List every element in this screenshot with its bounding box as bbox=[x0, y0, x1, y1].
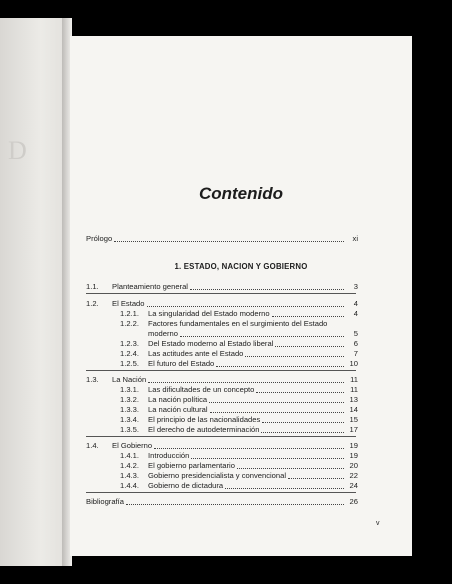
toc-entry-text: El Gobierno bbox=[112, 441, 153, 450]
toc-entry bbox=[120, 319, 358, 329]
toc-entry-number: 1.3. bbox=[86, 375, 99, 384]
toc-leader bbox=[288, 477, 344, 479]
toc-leader bbox=[190, 288, 344, 290]
toc-entry-text: La singularidad del Estado moderno bbox=[148, 309, 270, 318]
toc-leader bbox=[191, 457, 344, 459]
toc-entry-prologo bbox=[86, 234, 358, 244]
toc-entry-text: La nación cultural bbox=[148, 405, 208, 414]
toc-entry bbox=[120, 405, 358, 415]
toc-leader bbox=[261, 431, 344, 433]
toc-leader bbox=[262, 421, 344, 423]
toc-entry bbox=[120, 481, 358, 491]
toc-entry-number: 1.4.4. bbox=[120, 481, 139, 490]
toc-entry bbox=[120, 349, 358, 359]
toc-entry-text: El Estado bbox=[112, 299, 145, 308]
toc-leader bbox=[245, 355, 344, 357]
toc-entry-text: Gobierno de dictadura bbox=[148, 481, 224, 490]
toc-entry-text: moderno bbox=[148, 329, 178, 338]
toc-entry-page: 13 bbox=[349, 395, 358, 404]
toc-leader bbox=[180, 335, 344, 337]
toc-entry bbox=[120, 425, 358, 435]
toc-entry-number: 1.3.2. bbox=[120, 395, 139, 404]
toc-entry-page: 7 bbox=[353, 349, 358, 358]
toc-entry-page: 11 bbox=[350, 375, 358, 384]
toc-entry-number: 1.3.1. bbox=[120, 385, 139, 394]
toc-entry-page: 10 bbox=[349, 359, 358, 368]
toc-entry-number: 1.2.2. bbox=[120, 319, 139, 328]
section-divider bbox=[86, 293, 356, 294]
toc-entry bbox=[120, 339, 358, 349]
toc-entry-text: Introducción bbox=[148, 451, 190, 460]
toc-entry-number: 1.4.1. bbox=[120, 451, 139, 460]
toc-entry-text: La Nación bbox=[112, 375, 147, 384]
toc-entry bbox=[86, 441, 358, 451]
toc-entry-number: 1.3.4. bbox=[120, 415, 139, 424]
toc-entry-bibliografia bbox=[86, 497, 358, 507]
toc-entry-number: 1.2. bbox=[86, 299, 99, 308]
toc-entry-page: 14 bbox=[349, 405, 358, 414]
toc-entry-text: El principio de las nacionalidades bbox=[148, 415, 261, 424]
section-divider bbox=[86, 436, 356, 437]
book-page bbox=[70, 36, 412, 556]
toc-entry-text: Las actitudes ante el Estado bbox=[148, 349, 244, 358]
toc-leader bbox=[126, 503, 344, 505]
toc-entry-text: Factores fundamentales en el surgimiento del Estado bbox=[148, 319, 328, 328]
toc-leader bbox=[147, 305, 344, 307]
page-folio: v bbox=[376, 520, 380, 527]
toc-leader bbox=[237, 467, 344, 469]
toc-entry-page: xi bbox=[352, 234, 358, 243]
page-title: Contenido bbox=[198, 184, 284, 203]
toc-entry bbox=[86, 375, 358, 385]
toc-entry bbox=[86, 299, 358, 309]
toc-entry-page: 26 bbox=[349, 497, 358, 506]
toc-entry bbox=[120, 359, 358, 369]
toc-entry-text: Gobierno presidencialista y convencional bbox=[148, 471, 287, 480]
toc-entry-text: Planteamiento general bbox=[112, 282, 188, 291]
toc-entry-text: El futuro del Estado bbox=[148, 359, 215, 368]
toc-entry-continuation bbox=[148, 329, 358, 339]
toc-entry-page: 17 bbox=[349, 425, 358, 434]
toc-entry bbox=[120, 415, 358, 425]
toc-entry-number: 1.3.5. bbox=[120, 425, 139, 434]
toc-entry-number: 1.3.3. bbox=[120, 405, 139, 414]
toc-leader bbox=[114, 240, 344, 242]
toc-entry-text: Prólogo bbox=[86, 234, 113, 243]
toc-entry-text: Bibliografía bbox=[86, 497, 124, 506]
left-page bbox=[0, 18, 68, 566]
toc-entry-page: 19 bbox=[349, 441, 358, 450]
toc-leader bbox=[216, 365, 344, 367]
toc-entry-page: 22 bbox=[349, 471, 358, 480]
toc-leader bbox=[154, 447, 344, 449]
toc-entry bbox=[120, 461, 358, 471]
toc-entry-text: La nación política bbox=[148, 395, 208, 404]
toc-entry-number: 1.4.3. bbox=[120, 471, 139, 480]
toc-entry-number: 1.4. bbox=[86, 441, 99, 450]
toc-entry-page: 20 bbox=[349, 461, 358, 470]
toc-entry-text: Del Estado moderno al Estado liberal bbox=[148, 339, 274, 348]
chapter-heading: 1. ESTADO, NACION Y GOBIERNO bbox=[174, 262, 308, 271]
toc-entry-page: 24 bbox=[349, 481, 358, 490]
toc-entry-text: El gobierno parlamentario bbox=[148, 461, 235, 470]
toc-entry bbox=[120, 471, 358, 481]
toc-leader bbox=[210, 411, 344, 413]
toc-entry-number: 1.1. bbox=[86, 282, 99, 291]
section-divider bbox=[86, 370, 356, 371]
toc-leader bbox=[209, 401, 344, 403]
toc-leader bbox=[256, 391, 344, 393]
toc-entry-number: 1.2.1. bbox=[120, 309, 139, 318]
toc-entry-number: 1.2.4. bbox=[120, 349, 139, 358]
toc-entry-number: 1.2.5. bbox=[120, 359, 139, 368]
toc-entry-page: 4 bbox=[353, 299, 358, 308]
left-page-letter: D bbox=[8, 136, 27, 165]
toc-entry bbox=[86, 282, 358, 292]
toc-entry-page: 19 bbox=[349, 451, 358, 460]
toc-leader bbox=[275, 345, 344, 347]
toc-entry-page: 3 bbox=[353, 282, 358, 291]
toc-leader bbox=[225, 487, 344, 489]
toc-entry-page: 6 bbox=[353, 339, 358, 348]
toc-entry-number: 1.4.2. bbox=[120, 461, 139, 470]
toc-entry-page: 11 bbox=[350, 385, 358, 394]
section-divider bbox=[86, 492, 356, 493]
toc-entry-page: 5 bbox=[353, 329, 358, 338]
toc-entry bbox=[120, 385, 358, 395]
toc-entry bbox=[120, 309, 358, 319]
toc-entry-page: 4 bbox=[353, 309, 358, 318]
toc-leader bbox=[272, 315, 344, 317]
toc-entry-page: 15 bbox=[349, 415, 358, 424]
toc-entry-number: 1.2.3. bbox=[120, 339, 139, 348]
toc-leader bbox=[148, 381, 344, 383]
toc-entry bbox=[120, 395, 358, 405]
toc-entry-text: El derecho de autodeterminación bbox=[148, 425, 260, 434]
toc-entry bbox=[120, 451, 358, 461]
toc-entry-text: Las dificultades de un concepto bbox=[148, 385, 255, 394]
